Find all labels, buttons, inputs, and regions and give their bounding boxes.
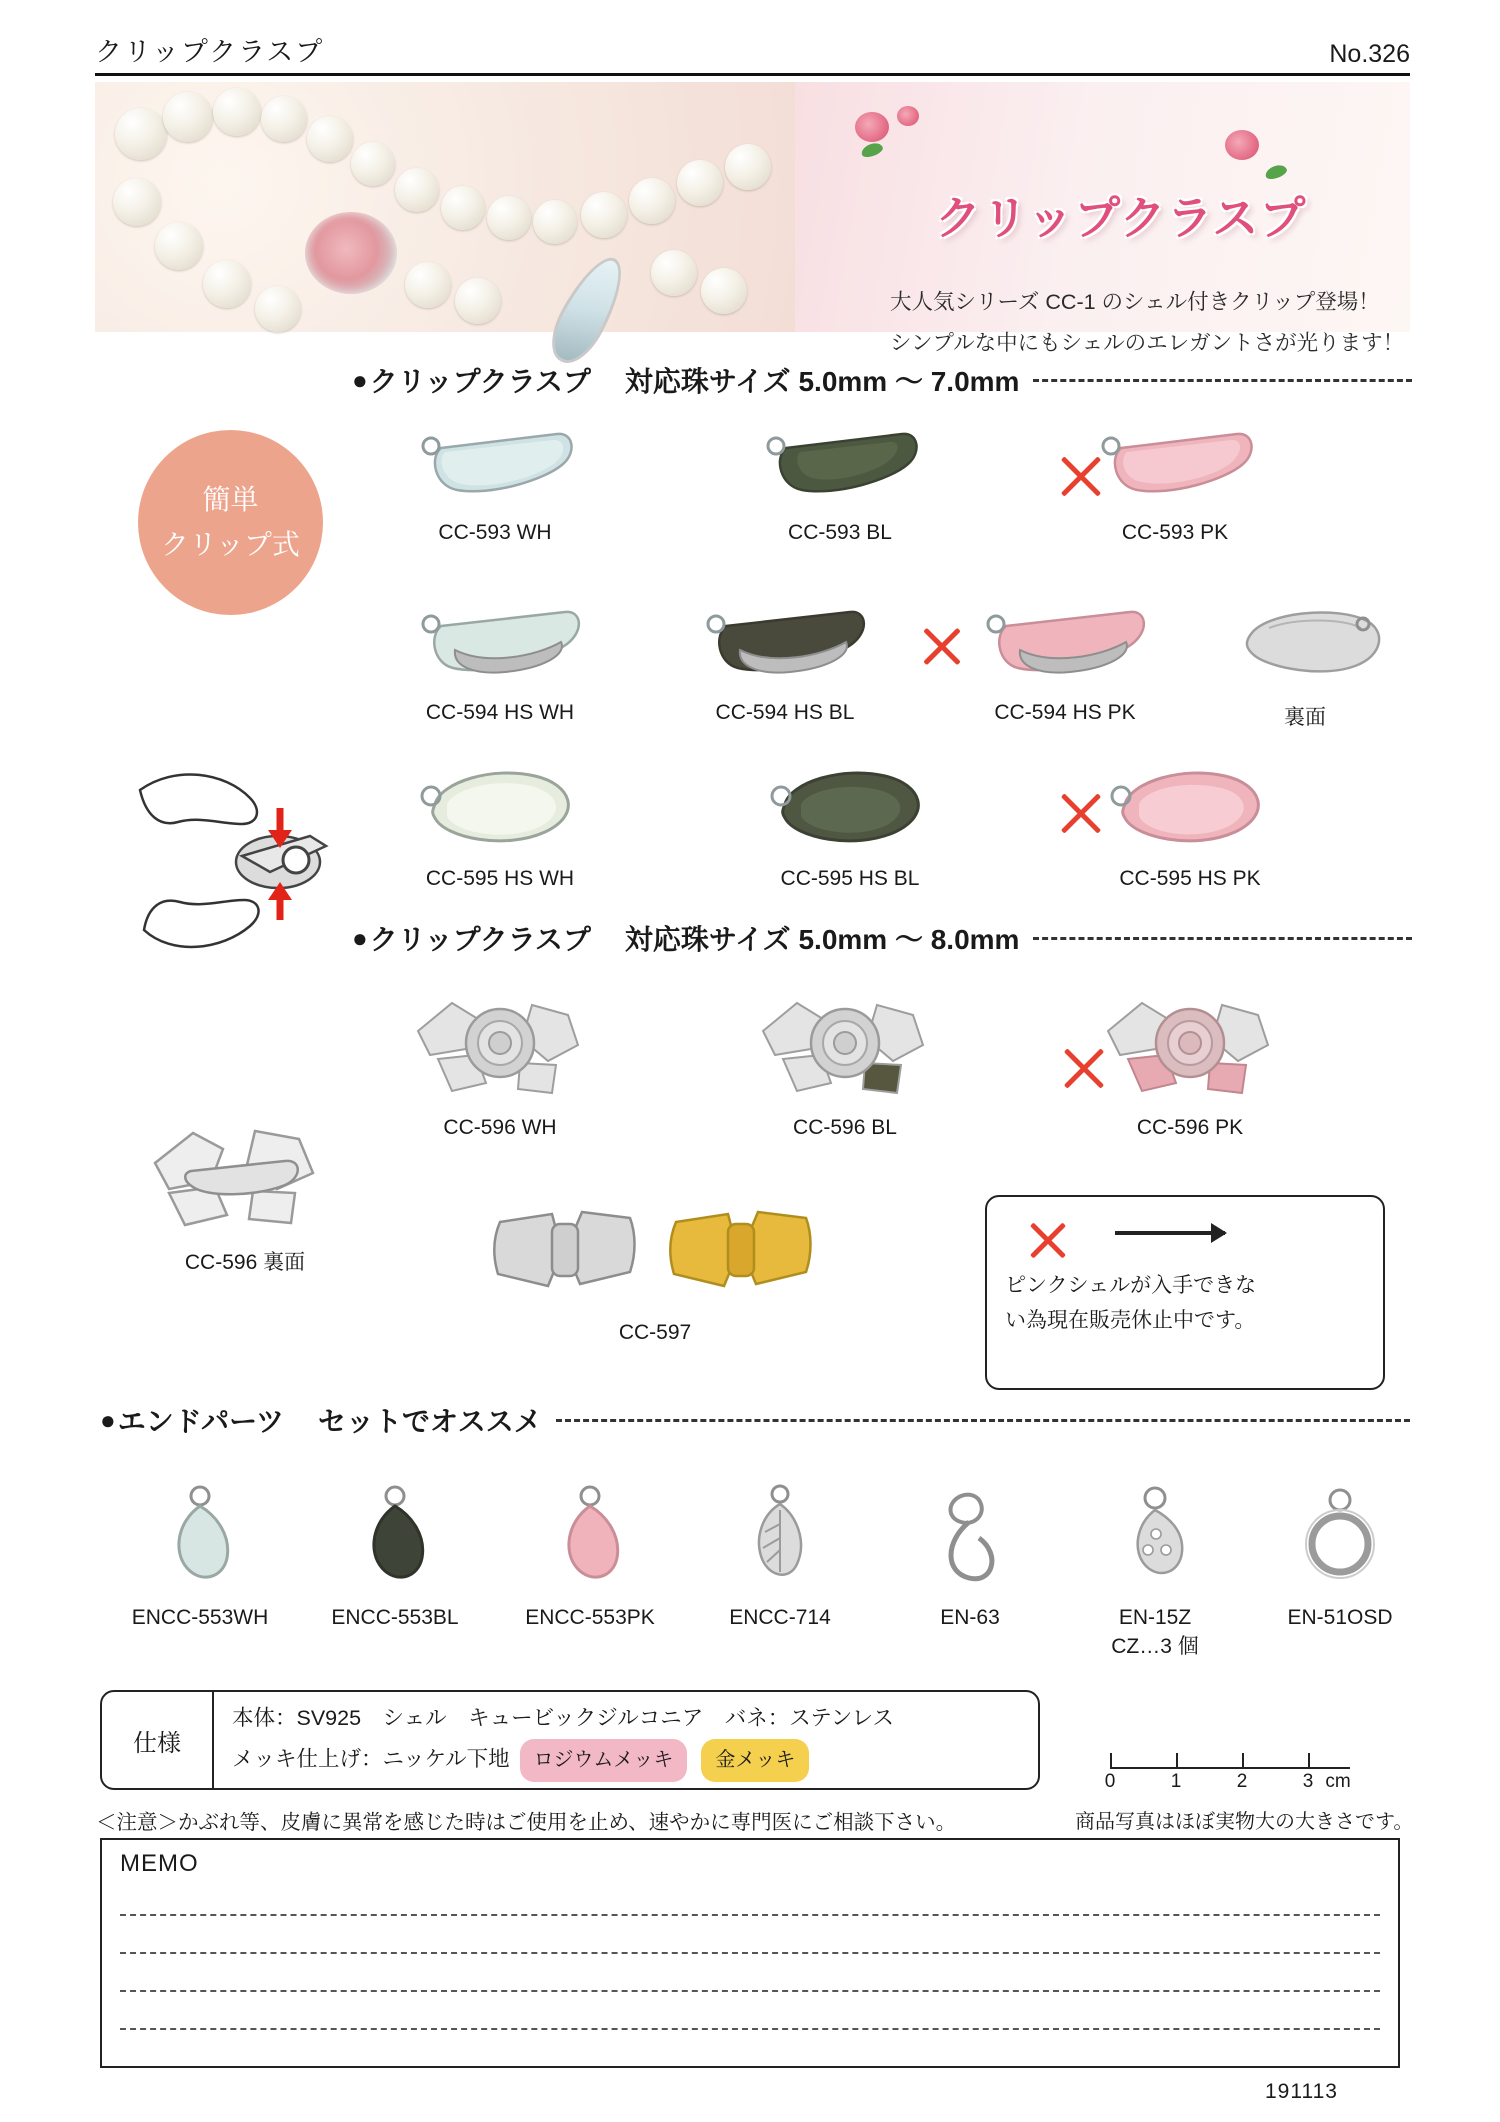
product-code: CC-595 HS WH	[425, 867, 575, 890]
arrow-right-icon	[1115, 1231, 1225, 1235]
product-image	[745, 760, 955, 861]
product-cc594hs-wh[interactable]	[395, 598, 605, 725]
product-en15z[interactable]	[1060, 1480, 1250, 1660]
section-spec: 対応珠サイズ 5.0mm 〜 8.0mm	[624, 924, 1020, 955]
product-image	[400, 985, 600, 1110]
leaf-icon	[860, 141, 885, 160]
notice-line-2: い為現在販売休止中です。	[1005, 1308, 1256, 1332]
product-cc596-pk[interactable]	[1090, 985, 1290, 1140]
product-image	[395, 598, 605, 695]
product-image	[685, 1480, 875, 1600]
banner-line-1: 大人気シリーズ CC-1 のシェル付きクリップ登場！	[890, 290, 1380, 314]
page-title: クリップクラスプ	[95, 37, 325, 67]
product-code: CC-596 BL	[793, 1116, 897, 1139]
hero-banner	[95, 82, 1410, 355]
product-code: CC-595 HS BL	[780, 867, 920, 890]
product-en63[interactable]	[875, 1480, 1065, 1630]
easy-clip-badge	[138, 430, 323, 615]
product-encc714[interactable]	[685, 1480, 875, 1630]
page-header	[95, 30, 1410, 76]
product-code: CC-594 HS BL	[715, 701, 855, 724]
product-image	[1090, 985, 1290, 1110]
section-title: クリップクラスプ	[369, 366, 591, 397]
memo-line	[120, 1990, 1380, 1992]
product-code: ENCC-553BL	[331, 1606, 459, 1629]
photo-size-note: 商品写真はほぼ実物大の大きさです。	[1075, 1811, 1414, 1833]
discontinued-notice	[985, 1195, 1385, 1390]
product-code: CC-594 HS WH	[425, 701, 575, 724]
product-cc593-pk[interactable]	[1075, 418, 1275, 545]
product-image	[1215, 598, 1395, 695]
product-image	[745, 985, 945, 1110]
product-code: CC-596 PK	[1136, 1116, 1244, 1139]
section-header-1	[352, 360, 1412, 400]
memo-box[interactable]	[100, 1838, 1400, 2068]
leaf-icon	[1264, 163, 1289, 182]
product-code: EN-63	[940, 1606, 1000, 1629]
spec-line-2	[232, 1739, 894, 1782]
ruler-tick-2: 2	[1236, 1771, 1248, 1792]
notice-line-1: ピンクシェルが入手できな	[1005, 1274, 1257, 1297]
product-code: CC-593 BL	[788, 521, 892, 544]
product-image	[875, 1480, 1065, 1600]
memo-line	[120, 1952, 1380, 1954]
ruler-tick-3: 3	[1302, 1771, 1314, 1792]
product-code: ENCC-553PK	[525, 1606, 655, 1629]
product-image	[680, 598, 890, 695]
shell-clasp-photo	[540, 248, 635, 372]
section-spec: セットでオススメ	[318, 1406, 542, 1437]
product-image	[740, 418, 940, 515]
section-divider	[556, 1419, 1410, 1422]
product-image	[300, 1480, 490, 1600]
product-image	[135, 1115, 355, 1240]
product-cc597[interactable]	[490, 1200, 820, 1345]
product-cc593-wh[interactable]	[395, 418, 595, 545]
section-title: エンドパーツ	[117, 1406, 285, 1437]
product-sub-note: CZ…3 個	[1111, 1635, 1199, 1658]
product-code: EN-51OSD	[1287, 1606, 1393, 1629]
section-bullet: ●	[100, 1404, 116, 1435]
ruler-numbers	[1104, 1769, 1351, 1795]
footer-code: 191113	[1265, 2080, 1338, 2103]
product-cc595hs-wh[interactable]	[395, 760, 605, 891]
memo-line	[120, 2028, 1380, 2030]
product-code: 裏面	[1284, 706, 1326, 729]
product-cc596-back[interactable]	[135, 1115, 355, 1276]
product-cc594hs-bl[interactable]	[680, 598, 890, 725]
section-bullet: ●	[352, 922, 368, 953]
product-image	[495, 1480, 685, 1600]
product-code: ENCC-553WH	[131, 1606, 269, 1629]
specification-box	[100, 1690, 1040, 1790]
product-cc596-wh[interactable]	[400, 985, 600, 1140]
product-code: EN-15Z	[1118, 1606, 1192, 1629]
product-code: CC-593 WH	[438, 521, 552, 544]
section-header-2	[352, 918, 1412, 958]
badge-line-1: 簡単	[202, 483, 259, 515]
section-divider	[1033, 379, 1412, 382]
product-image	[1075, 418, 1275, 515]
product-code: CC-596 裏面	[184, 1251, 306, 1274]
spec-line-1: 本体：SV925 シェル キュービックジルコニア バネ：ステンレス	[232, 1705, 895, 1730]
section-divider	[1033, 937, 1412, 940]
badge-gold-plating: 金メッキ	[701, 1739, 809, 1782]
product-cc595hs-pk[interactable]	[1085, 760, 1295, 891]
banner-line-2: シンプルな中にもシェルのエレガントさが光ります！	[890, 330, 1405, 355]
memo-line	[120, 1914, 1380, 1916]
section-spec: 対応珠サイズ 5.0mm 〜 7.0mm	[624, 366, 1020, 397]
spec-plating-prefix: メッキ仕上げ：ニッケル下地	[232, 1747, 510, 1772]
cross-icon	[1025, 1215, 1071, 1261]
badge-rhodium-plating: ロジウムメッキ	[520, 1739, 688, 1782]
banner-logo: クリップクラスプ	[935, 192, 1307, 244]
product-cc594hs-pk[interactable]	[960, 598, 1170, 725]
product-encc553wh[interactable]	[105, 1480, 295, 1630]
caution-text: ＜注意＞かぶれ等、皮膚に異常を感じた時はご使用を止め、速やかに専門医にご相談下さい。	[96, 1811, 957, 1834]
product-image	[1245, 1480, 1435, 1600]
product-cc594hs-back[interactable]	[1215, 598, 1395, 731]
product-image	[490, 1200, 820, 1315]
product-code: CC-595 HS PK	[1119, 867, 1261, 890]
notice-text	[1005, 1269, 1365, 1338]
product-cc596-bl[interactable]	[745, 985, 945, 1140]
hand-instruction-illustration	[130, 750, 360, 970]
ruler-unit: cm	[1325, 1771, 1351, 1792]
product-image	[105, 1480, 295, 1600]
product-code: CC-596 WH	[443, 1116, 557, 1139]
ruler-tick-1: 1	[1170, 1771, 1182, 1792]
section-bullet: ●	[352, 364, 368, 395]
product-code: CC-594 HS PK	[994, 701, 1136, 724]
ruler-tick-0: 0	[1104, 1771, 1116, 1792]
ruler-ticks	[1110, 1745, 1350, 1769]
product-image	[960, 598, 1170, 695]
product-encc553pk[interactable]	[495, 1480, 685, 1630]
section-header-3	[100, 1400, 1410, 1440]
banner-description	[890, 282, 1470, 364]
banner-photo	[95, 82, 795, 332]
rose-icon	[855, 112, 889, 142]
product-image	[1085, 760, 1295, 861]
spec-label: 仕様	[102, 1692, 214, 1788]
rose-icon	[897, 106, 919, 126]
rose-icon	[1225, 130, 1259, 160]
section-title: クリップクラスプ	[369, 924, 591, 955]
product-en51osd[interactable]	[1245, 1480, 1435, 1630]
spec-body	[214, 1698, 894, 1783]
product-image	[1060, 1480, 1250, 1600]
product-cc595hs-bl[interactable]	[745, 760, 955, 891]
product-code: CC-593 PK	[1121, 521, 1229, 544]
product-image	[395, 760, 605, 861]
product-image	[395, 418, 595, 515]
discontinued-cross-icon	[918, 620, 966, 668]
product-code: ENCC-714	[729, 1606, 831, 1629]
scale-ruler	[1104, 1745, 1351, 1795]
product-cc593-bl[interactable]	[740, 418, 940, 545]
rose-clasp-photo	[305, 212, 397, 294]
page-number: No.326	[1329, 40, 1410, 68]
product-encc553bl[interactable]	[300, 1480, 490, 1630]
memo-title: MEMO	[120, 1850, 199, 1877]
notice-symbols	[1005, 1213, 1365, 1269]
badge-line-2: クリップ式	[161, 528, 300, 560]
product-code: CC-597	[618, 1321, 692, 1344]
